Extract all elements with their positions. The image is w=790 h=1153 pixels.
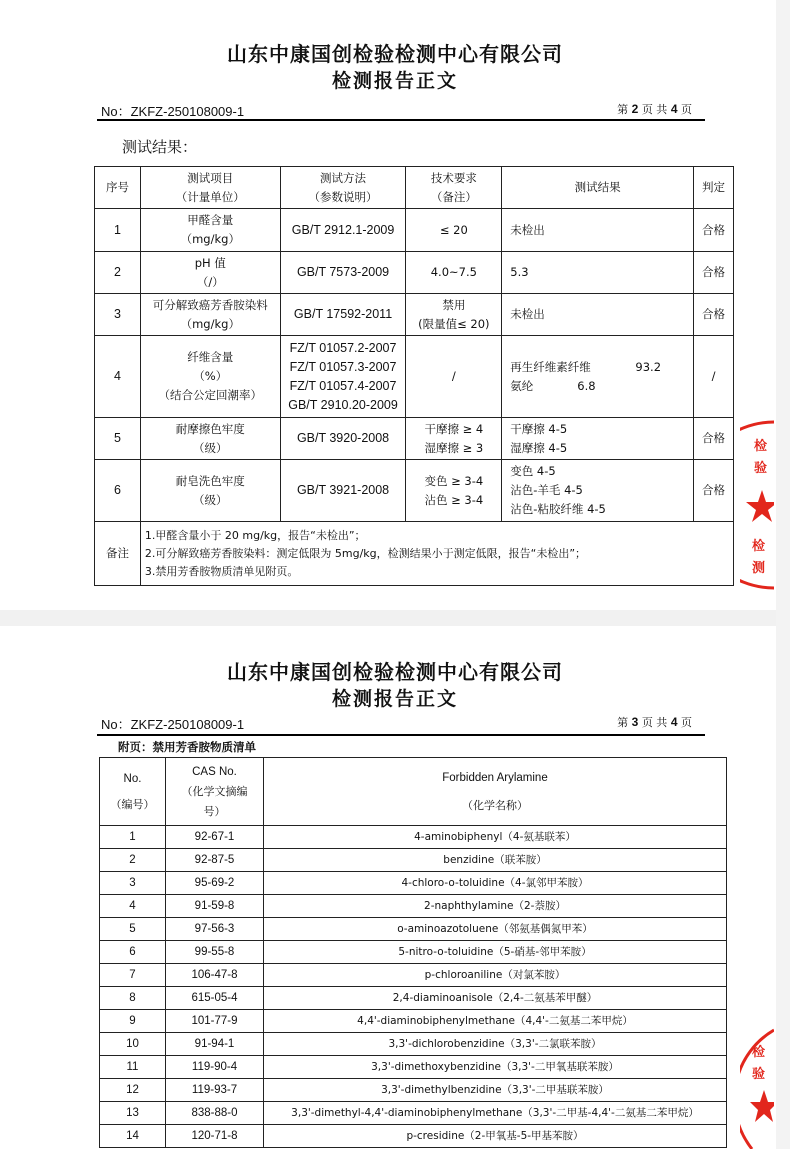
arylamine-cas: 92-87-5 (166, 849, 264, 872)
row-item: 耐摩擦色牢度 （级） (140, 418, 280, 460)
right-scroll-edge (776, 0, 790, 1149)
row-seq: 5 (95, 418, 141, 460)
notes-label: 备注 (95, 522, 141, 586)
result-row (95, 336, 734, 418)
row-method: GB/T 17592-2011 (280, 294, 406, 336)
arylamine-row (100, 1102, 727, 1125)
arylamine-name: 2,4-diaminoanisole（2,4-二氨基苯甲醚） (264, 987, 727, 1010)
arylamine-cas: 615-05-4 (166, 987, 264, 1010)
arylamine-row (100, 849, 727, 872)
arylamine-row (100, 987, 727, 1010)
arylamine-no: 10 (100, 1033, 166, 1056)
svg-text:验: 验 (752, 1067, 766, 1082)
arylamine-name: 3,3'-dimethoxybenzidine（3,3'-二甲氧基联苯胺） (264, 1056, 727, 1079)
page-separator (0, 610, 790, 626)
row-seq: 6 (95, 460, 141, 522)
arylamine-no: 7 (100, 964, 166, 987)
report-title: 检测报告正文 (331, 70, 458, 92)
arylamine-name: p-chloroaniline（对氯苯胺） (264, 964, 727, 987)
svg-text:测: 测 (752, 561, 766, 576)
arylamine-no: 14 (100, 1125, 166, 1148)
row-requirement: / (406, 336, 502, 418)
arylamine-cas: 95-69-2 (166, 872, 264, 895)
notes-row (95, 522, 734, 586)
row-result: 变色 4-5 沾色-羊毛 4-5 沾色-粘胶纤维 4-5 (502, 460, 694, 522)
row-item: 纤维含量 （%） （结合公定回潮率） (140, 336, 280, 418)
arylamine-header-row (100, 758, 727, 826)
row-verdict: / (694, 336, 734, 418)
result-row (95, 252, 734, 294)
arylamine-cas: 101-77-9 (166, 1010, 264, 1033)
row-seq: 4 (95, 336, 141, 418)
page-indicator-2: 第 3 页 共 4 页 (617, 715, 692, 729)
arylamine-name: 3,3'-dichlorobenzidine（3,3'-二氯联苯胺） (264, 1033, 727, 1056)
row-verdict: 合格 (694, 418, 734, 460)
header-item: 测试项目 （计量单位） (140, 167, 280, 209)
arylamine-no: 3 (100, 872, 166, 895)
header-cas: CAS No. （化学文摘编 号） (166, 758, 264, 826)
row-item: pH 值 （/） (140, 252, 280, 294)
row-item: 甲醛含量 （mg/kg） (140, 209, 280, 252)
page-indicator: 第 2 页 共 4 页 (617, 102, 692, 116)
header-method: 测试方法 （参数说明） (280, 167, 406, 209)
arylamine-no: 6 (100, 941, 166, 964)
row-result: 未检出 (502, 294, 694, 336)
row-verdict: 合格 (694, 460, 734, 522)
arylamine-name: benzidine（联苯胺） (264, 849, 727, 872)
row-requirement: 4.0~7.5 (406, 252, 502, 294)
result-row (95, 209, 734, 252)
arylamine-row (100, 1033, 727, 1056)
arylamine-name: 4-aminobiphenyl（4-氨基联苯） (264, 826, 727, 849)
arylamine-cas: 91-59-8 (166, 895, 264, 918)
appendix-title: 附页：禁用芳香胺物质清单 (118, 740, 256, 754)
row-requirement: 禁用 (限量值≤ 20) (406, 294, 502, 336)
row-method: FZ/T 01057.2-2007 FZ/T 01057.3-2007 FZ/T 01057.4-2007 GB/T 2910.20-2009 (280, 336, 406, 418)
arylamine-name: o-aminoazotoluene（邻氨基偶氮甲苯） (264, 918, 727, 941)
row-method: GB/T 7573-2009 (280, 252, 406, 294)
arylamine-cas: 106-47-8 (166, 964, 264, 987)
arylamine-no: 11 (100, 1056, 166, 1079)
arylamine-row (100, 918, 727, 941)
result-row (95, 460, 734, 522)
row-requirement: ≤ 20 (406, 209, 502, 252)
report-number: No：ZKFZ-250108009-1 (101, 104, 245, 119)
row-item: 耐皂洗色牢度 （级） (140, 460, 280, 522)
header-requirement: 技术要求 （备注） (406, 167, 502, 209)
row-result: 干摩擦 4-5 湿摩擦 4-5 (502, 418, 694, 460)
arylamine-row (100, 1125, 727, 1148)
row-requirement: 干摩擦 ≥ 4 湿摩擦 ≥ 3 (406, 418, 502, 460)
svg-text:验: 验 (754, 461, 768, 476)
arylamine-cas: 92-67-1 (166, 826, 264, 849)
arylamine-name: 3,3'-dimethyl-4,4'-diaminobiphenylmethane（3,3'-二甲基-4,4'-二氨基二苯甲烷） (264, 1102, 727, 1125)
arylamine-no: 12 (100, 1079, 166, 1102)
arylamine-name: 2-naphthylamine（2-萘胺） (264, 895, 727, 918)
row-result: 再生纤维素纤维 93.2 氨纶 6.8 (502, 336, 694, 418)
company-name-2: 山东中康国创检验检测中心有限公司 (227, 660, 563, 684)
arylamine-no: 4 (100, 895, 166, 918)
arylamine-cas: 119-93-7 (166, 1079, 264, 1102)
arylamine-row (100, 964, 727, 987)
row-method: GB/T 3921-2008 (280, 460, 406, 522)
row-result: 未检出 (502, 209, 694, 252)
result-row (95, 418, 734, 460)
results-header-row (95, 167, 734, 209)
row-verdict: 合格 (694, 209, 734, 252)
official-seal (740, 420, 774, 590)
header-seq: 序号 (95, 167, 141, 209)
notes-text: 1.甲醛含量小于 20 mg/kg，报告“未检出”； 2.可分解致癌芳香胺染料：测定低限为 5mg/kg，检测结果小于测定低限，报告“未检出”； 3.禁用芳香胺物质清单见附页。 (140, 522, 733, 586)
arylamine-name: 5-nitro-o-toluidine（5-硝基-邻甲苯胺） (264, 941, 727, 964)
svg-text:检: 检 (754, 439, 768, 454)
arylamine-name: 4-chloro-o-toluidine（4-氯邻甲苯胺） (264, 872, 727, 895)
arylamine-cas: 119-90-4 (166, 1056, 264, 1079)
arylamine-no: 13 (100, 1102, 166, 1125)
row-method: GB/T 3920-2008 (280, 418, 406, 460)
svg-text:检: 检 (752, 1045, 766, 1060)
arylamine-cas: 99-55-8 (166, 941, 264, 964)
row-verdict: 合格 (694, 294, 734, 336)
row-requirement: 变色 ≥ 3-4 沾色 ≥ 3-4 (406, 460, 502, 522)
arylamine-no: 9 (100, 1010, 166, 1033)
arylamine-cas: 91-94-1 (166, 1033, 264, 1056)
header-verdict: 判定 (694, 167, 734, 209)
arylamine-name: p-cresidine（2-甲氧基-5-甲基苯胺） (264, 1125, 727, 1148)
row-seq: 3 (95, 294, 141, 336)
report-title-2: 检测报告正文 (331, 688, 458, 710)
header-no: No. （编号） (100, 758, 166, 826)
arylamine-row (100, 1079, 727, 1102)
arylamine-no: 1 (100, 826, 166, 849)
header-result: 测试结果 (502, 167, 694, 209)
arylamine-cas: 838-88-0 (166, 1102, 264, 1125)
row-result: 5.3 (502, 252, 694, 294)
results-table (94, 166, 734, 586)
arylamine-row (100, 941, 727, 964)
arylamine-name: 3,3'-dimethylbenzidine（3,3'-二甲基联苯胺） (264, 1079, 727, 1102)
arylamine-no: 5 (100, 918, 166, 941)
arylamine-no: 8 (100, 987, 166, 1010)
arylamine-cas: 97-56-3 (166, 918, 264, 941)
arylamine-row (100, 826, 727, 849)
header-name: Forbidden Arylamine （化学名称） (264, 758, 727, 826)
arylamine-row (100, 1010, 727, 1033)
row-verdict: 合格 (694, 252, 734, 294)
row-seq: 1 (95, 209, 141, 252)
arylamine-name: 4,4'-diaminobiphenylmethane（4,4'-二氨基二苯甲烷） (264, 1010, 727, 1033)
arylamine-row (100, 1056, 727, 1079)
section-title: 测试结果： (122, 138, 198, 156)
header-rule (97, 119, 705, 121)
arylamine-cas: 120-71-8 (166, 1125, 264, 1148)
header-rule-2 (97, 734, 705, 736)
company-name: 山东中康国创检验检测中心有限公司 (227, 42, 563, 66)
row-method: GB/T 2912.1-2009 (280, 209, 406, 252)
report-number-2: No：ZKFZ-250108009-1 (101, 717, 245, 732)
svg-text:检: 检 (752, 539, 766, 554)
official-seal-2 (740, 1026, 774, 1149)
arylamine-row (100, 895, 727, 918)
result-row (95, 294, 734, 336)
arylamine-table (99, 757, 727, 1148)
row-seq: 2 (95, 252, 141, 294)
arylamine-row (100, 872, 727, 895)
row-item: 可分解致癌芳香胺染料 （mg/kg） (140, 294, 280, 336)
arylamine-no: 2 (100, 849, 166, 872)
